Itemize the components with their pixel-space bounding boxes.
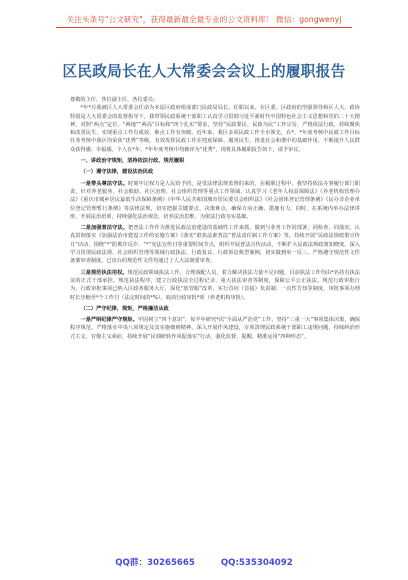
document-title: 区民政局长在人大常委会会议上的履职报告 [62,63,346,80]
banner-text: 关注头条号"公文研究"，获得最新最全最专业的公文资料库！ 微信：gongwenyj [66,15,342,24]
header-banner [0,0,408,38]
paragraph-text: 牢固树立“四个意识”，每半年研究*次“全面从严治党”工作，坚持“三重一大”事项集体决策，确保程序规范。严格落实中央八项规定及其实施细则精神，深入开展作风建设，专项清理民政系统干部职工违规问题，持续纠治形式主义、官僚主义顽症，持续开展“民调研转作风促落实”行动，强化监督，提醒，精准运用“四种形态”。 [70,317,360,340]
paragraph-lead: 一是带头尊法守法。 [80,180,128,187]
salutation: 尊敬的主任，各位副主任，各位委员： [70,97,159,103]
paragraph-text: 时刻牢记权力是人民给予的，是受法律法规监督的来的，在履职过程中，我坚持依法办事履行部门职责，针对养老服务、社会救助、社区治理、社会组织管理等重点工作领域，认真学习《老年人权益保障法》《养老机构管理办法》《重庆市城乡居民最低生活保障条例》《中华人民共和国城市居民委员会组织法》《社会团体登记管理条例》《民办非企业单位登记管理暂行条例》等法律法规，切实把握关键要点、决策难点，确保方向正确、措施有力。同时，在系统内举办法律讲座、开展法治培训，持续强化法治观念，培养法治思维，为依法行政夯实基础。 [70,180,360,220]
document-body [70,96,360,341]
paragraph-lead: 三是规范执法用权。 [80,269,128,276]
footer-contact [0,556,408,568]
footer-qq: QQ:535304092 [220,558,293,568]
paragraph-lead: 二是加强普法守法。 [80,225,128,232]
banner-rule [56,27,352,28]
body-paragraph [70,316,360,341]
paragraph-lead: 一是严明纪律严守规矩。 [80,317,138,324]
subsection-heading: （一）遵守法律，建设法治民政 [80,169,154,176]
body-paragraph [70,224,360,265]
paragraph-text: 把普法工作作为推进民政法治建设的基础性工作来抓，做到与业务工作同部署、同检查、同落实。认真贯彻落实《加强法治市建设工作的实施方案》《落实“谁执法谁普法”普法责任制工作方案》等，持续开展“民政法规政策宣传月”活动，围绕“*”防欺诈反诈、“*”宪法宣传日等重要时间节点，组织开展普法宣传活动，不断扩大民政法规政策知晓度。深入学习贯彻民政法规、社会组织管理等领域行政执法、行政复议、行政诉讼典型案例，切实做到举一反三。严格遵守规范性文件备案审查制度，已出台的规范性文件均通过了人大法制委审查。 [70,225,360,265]
section-heading: 一、讲政治守规矩，坚持依法行政、规范履职 [80,158,185,165]
paragraph-text: 规范民政领域执法工作，合理调配人员，着力解决执法力量不足问题，目前执法工作均由*名持有执法证的正式干部承担。规范执法程序，建立行政执法全过程记录、重大执法审查等制度，保障公平公正执法。规范行政审批行为，行政审批事项已纳入区政务服务大厅，深化“放管服”改革，实行首问（首接）负责制、一次性告知等制度，审批事项办理时长压缩至*个工作日（法定时间的*%）。取消行政审批*项（养老机构审批）。 [70,269,360,301]
footer-qq-group: QQ群：30265665 [115,558,195,568]
body-paragraph [70,180,360,221]
body-paragraph [70,269,360,302]
subsection-heading: （二）严守纪律，规矩，严格廉洁从政 [80,305,169,312]
intro-paragraph: *年*月我被区人大常委会任命为本届区政府组成部门民政局局长。任职以来，在区委、区政府的坚强领导和区人大、政协特别是人大常委会的监督指导下，我带领民政系统干部职工认真学习贯彻习近平新时代中国特色社会主义思想和党的二十大精神，对照“两点”定位、“两地”“两高”目标和“四个扎实”要求，坚持“民政要民、民政为民”工作宗旨，严格依法行政，持续聚焦和改善民生，实现重点工作有成效、难点工作有突破。近年来，我区多项民政工作全市领先，在*、*年度考核中民政工作目标任务考核中我区均荣获“优秀”等级，有效发挥民政工作在兜底保障、服务民生、推进社会和谐中的基础作用，不断提升人民群众获得感、幸福感。个人在*年、*年年度考核中均被评为“优秀”，现将具体履职报告如下，请予审议。 [70,105,360,153]
